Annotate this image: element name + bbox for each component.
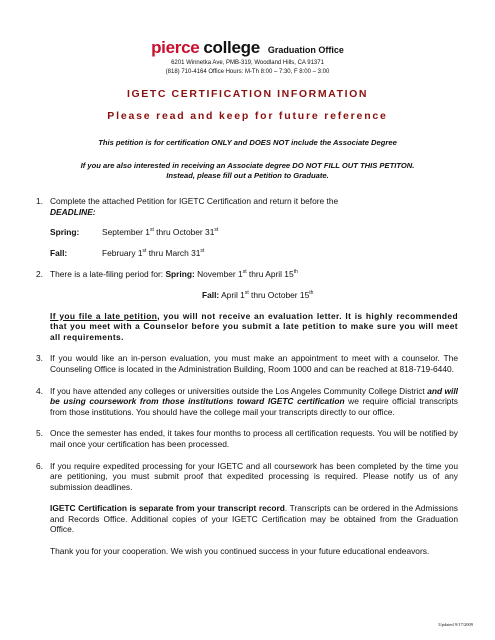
ordinal-suffix: st xyxy=(214,227,219,234)
instructions-list xyxy=(36,196,458,568)
fall-end: thru March 31 xyxy=(146,247,201,258)
associate-degree-note-line2: Instead, please fill out a Petition to Graduate. xyxy=(166,171,329,180)
spring-end: thru October 31 xyxy=(153,227,215,238)
list-item-2 xyxy=(36,269,458,342)
item-1-text: Complete the attached Petition for IGETC Certification and return it before the xyxy=(50,196,339,206)
spring-start: September 1 xyxy=(102,227,150,238)
item-number: 1. xyxy=(36,196,43,206)
late-spring-start: November 1 xyxy=(194,269,243,280)
certification-only-note: This petition is for certification ONLY and DOES NOT include the Associate Degree xyxy=(98,138,397,147)
late-fall-period xyxy=(50,290,458,301)
late-spring-label: Spring: xyxy=(165,269,195,280)
item-6-text: If you require expedited processing for your IGETC and all coursework has been completed by the time you are petitioning, you must submit proof that expedited processing is required. Please notify us of any submission deadlines. xyxy=(50,460,458,492)
item-number: 3. xyxy=(36,353,43,364)
logo-pierce-text: pierce xyxy=(151,38,200,57)
late-petition-underline: If you file a late petition xyxy=(50,310,158,321)
page-subtitle: Please read and keep for future reference xyxy=(107,110,388,122)
ordinal-suffix: th xyxy=(309,290,314,297)
item-3-text: If you would like an in-person evaluation, you must make an appointment to meet with a counselor. The Counseling Office is located in the Administration Building, Room 1000 and can be reached at 818-719-6440. xyxy=(50,353,458,374)
transcript-separate-rest: . Transcripts can be ordered in the Admissions and Records Office. Additional copies of your IGETC Certification may be obtained from the Graduation Office. xyxy=(50,503,458,535)
transcript-separate-bold: IGETC Certification is separate from your transcript record xyxy=(50,503,285,514)
office-address: 6201 Winnetka Ave, PMB-319, Woodland Hills, CA 91371 xyxy=(171,60,324,66)
late-fall-label: Fall: xyxy=(202,289,220,300)
item-number: 6. xyxy=(36,460,43,471)
ordinal-suffix: st xyxy=(244,290,249,297)
late-spring-end: thru April 15 xyxy=(246,269,294,280)
list-item-6 xyxy=(36,461,458,493)
item-number: 5. xyxy=(36,428,43,439)
list-item-4 xyxy=(36,386,458,418)
list-item-3 xyxy=(36,353,458,374)
ordinal-suffix: st xyxy=(149,227,154,234)
spring-label: Spring: xyxy=(50,227,80,238)
office-name: Graduation Office xyxy=(267,45,344,55)
fall-start: February 1 xyxy=(102,247,143,258)
transcript-separate-note xyxy=(50,503,458,535)
item-4-text-c: we require official transcripts from those institutions. You should have the college mail your transcripts directly to our office. xyxy=(50,396,458,417)
updated-date: Updated 9/17/2009 xyxy=(438,622,473,627)
list-item-1 xyxy=(36,196,458,258)
ordinal-suffix: st xyxy=(242,269,247,276)
late-petition-warning xyxy=(50,311,458,343)
item-number: 4. xyxy=(36,385,43,396)
item-5-text: Once the semester has ended, it takes four months to process all certification requests. You will be notified by mail once your certification has been processed. xyxy=(50,428,458,449)
item-4-text-a: If you have attended any colleges or universities outside the Los Angeles Community College District xyxy=(50,385,428,396)
closing-thanks: Thank you for your cooperation. We wish you continued success in your future educational endeavors. xyxy=(50,546,430,557)
ordinal-suffix: st xyxy=(200,247,205,254)
fall-deadline xyxy=(50,248,458,259)
ordinal-suffix: th xyxy=(293,269,298,276)
spring-deadline xyxy=(50,227,458,238)
college-logo xyxy=(0,38,495,58)
ordinal-suffix: st xyxy=(142,247,147,254)
letterhead xyxy=(0,38,495,76)
item-4-emphasis: and will be using coursework from those institutions toward IGETC certification xyxy=(50,385,458,407)
associate-degree-note xyxy=(0,161,495,181)
fall-label: Fall: xyxy=(50,247,68,258)
late-fall-end: thru October 15 xyxy=(248,289,310,300)
item-2-text: There is a late-filing period for: xyxy=(50,269,166,280)
office-phone-hours: (818) 710-4164 Office Hours: M-Th 8:00 – 7:30, F 8:00 – 3:00 xyxy=(165,69,330,75)
associate-degree-note-line1: If you are also interested in receiving an Associate degree DO NOT FILL OUT THIS PETITON. xyxy=(80,161,415,170)
late-fall-start: April 1 xyxy=(219,289,245,300)
late-petition-rest: , you will not receive an evaluation letter. It is highly recommended that you meet with a Counselor before you submit a late petition to make sure you will meet all requirements. xyxy=(50,310,458,342)
logo-college-text: college xyxy=(203,38,260,57)
list-item-5 xyxy=(36,428,458,449)
deadline-label: DEADLINE: xyxy=(50,206,96,217)
item-number: 2. xyxy=(36,269,43,280)
page-title: IGETC CERTIFICATION INFORMATION xyxy=(126,88,369,100)
